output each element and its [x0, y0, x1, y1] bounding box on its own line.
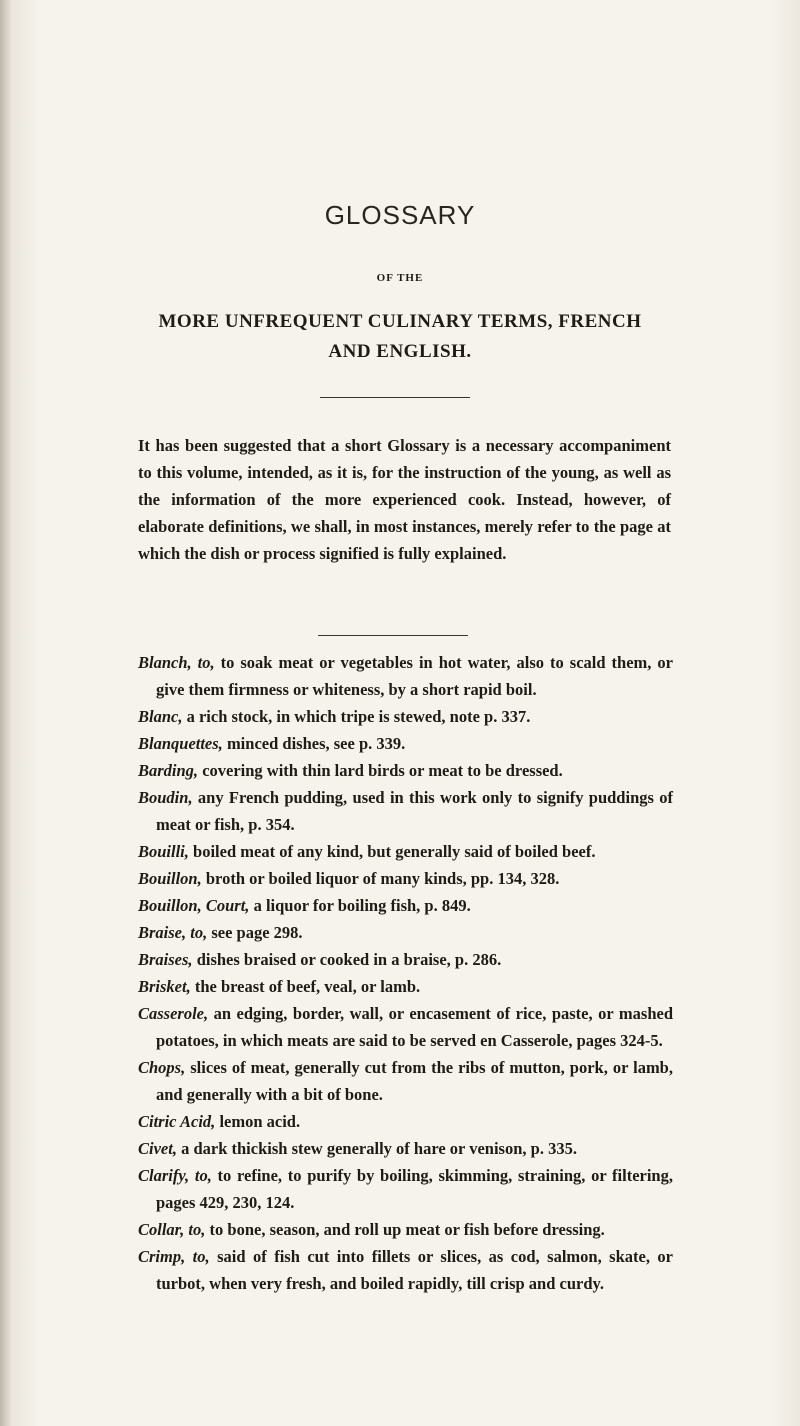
glossary-entry [138, 649, 673, 703]
entry-term: Clarify, to, [138, 1166, 212, 1185]
entry-term: Bouillon, Court, [138, 896, 250, 915]
entry-term: Braises, [138, 950, 193, 969]
entry-term: Chops, [138, 1058, 186, 1077]
glossary-entry [138, 973, 673, 1000]
entry-definition: to bone, season, and roll up meat or fish before dressing. [205, 1220, 605, 1239]
entry-definition: lemon acid. [215, 1112, 301, 1131]
entry-term: Casserole, [138, 1004, 209, 1023]
entry-definition: a liquor for boiling fish, p. 849. [249, 896, 471, 915]
glossary-entry [138, 730, 673, 757]
glossary-entry [138, 1108, 673, 1135]
entry-term: Blanc, [138, 707, 183, 726]
entry-definition: a dark thickish stew generally of hare or venison, p. 335. [176, 1139, 577, 1158]
entry-term: Bouilli, [138, 842, 189, 861]
glossary-entry [138, 838, 673, 865]
page-subtitle [40, 307, 760, 367]
entry-term: Braise, to, [138, 923, 208, 942]
entry-definition: a rich stock, in which tripe is stewed, note p. 337. [182, 707, 531, 726]
entry-definition: covering with thin lard birds or meat to be dressed. [198, 761, 563, 780]
glossary-entry [138, 865, 673, 892]
glossary-entry [138, 1054, 673, 1108]
entry-term: Crimp, to, [138, 1247, 210, 1266]
entry-term: Citric Acid, [138, 1112, 216, 1131]
title-connector: OF THE [376, 272, 424, 284]
entry-definition: any French pudding, used in this work only to signify puddings of meat or fish, p. 354. [156, 788, 673, 834]
glossary-entry [138, 1135, 673, 1162]
divider-rule-bottom [318, 635, 468, 636]
subtitle-line-1: MORE UNFREQUENT CULINARY TERMS, FRENCH [158, 311, 642, 332]
intro-text: has been suggested that a short Glossary is a necessary accompaniment to this volume, intended, as it is, for the instruction of the young, as well as the information of the more experienced cook. Instead, however, of elaborate definitions, we shall, in most instances, merely refer to the page at which the dish or process signified is fully explained. [138, 435, 671, 563]
page-title: GLOSSARY [324, 200, 476, 230]
glossary-entry [138, 1216, 673, 1243]
entry-term: Barding, [138, 761, 199, 780]
subtitle-line-2: AND ENGLISH. [328, 341, 472, 362]
entry-term: Blanch, to, [138, 653, 215, 672]
entry-definition: to soak meat or vegetables in hot water, also to scald them, or give them firmness or whiteness, by a short rapid boil. [156, 653, 673, 699]
entry-term: Brisket, [138, 977, 191, 996]
entry-term: Collar, to, [138, 1220, 206, 1239]
entry-definition: dishes braised or cooked in a braise, p. 286. [192, 950, 502, 969]
glossary-entry [138, 946, 673, 973]
entry-term: Civet, [138, 1139, 177, 1158]
entry-definition: said of fish cut into fillets or slices, as cod, salmon, skate, or turbot, when very fresh, and boiled rapidly, till crisp and curdy. [156, 1247, 673, 1293]
glossary-entry [138, 1162, 673, 1216]
entry-definition: minced dishes, see p. 339. [222, 734, 406, 753]
glossary-entry [138, 892, 673, 919]
glossary-entries [138, 649, 673, 1297]
intro-paragraph [138, 432, 671, 567]
glossary-entry [138, 1000, 673, 1054]
glossary-entry [138, 784, 673, 838]
divider-rule-top [320, 397, 470, 398]
entry-term: Bouillon, [138, 869, 202, 888]
entry-definition: to refine, to purify by boiling, skimming, straining, or filtering, pages 429, 230, 124. [156, 1166, 673, 1212]
entry-definition: broth or boiled liquor of many kinds, pp. 134, 328. [201, 869, 560, 888]
glossary-entry [138, 757, 673, 784]
glossary-entry [138, 703, 673, 730]
entry-term: Boudin, [138, 788, 193, 807]
entry-term: Blanquettes, [138, 734, 223, 753]
entry-definition: slices of meat, generally cut from the ribs of mutton, pork, or lamb, and generally with a bit of bone. [156, 1058, 673, 1104]
glossary-entry [138, 919, 673, 946]
glossary-entry [138, 1243, 673, 1297]
intro-lead-word: It [138, 435, 150, 455]
entry-definition: see page 298. [207, 923, 303, 942]
entry-definition: an edging, border, wall, or encasement of rice, paste, or mashed potatoes, in which meats are said to be served en Casserole, pages 324-5. [156, 1004, 673, 1050]
entry-definition: the breast of beef, veal, or lamb. [190, 977, 421, 996]
entry-definition: boiled meat of any kind, but generally said of boiled beef. [188, 842, 596, 861]
